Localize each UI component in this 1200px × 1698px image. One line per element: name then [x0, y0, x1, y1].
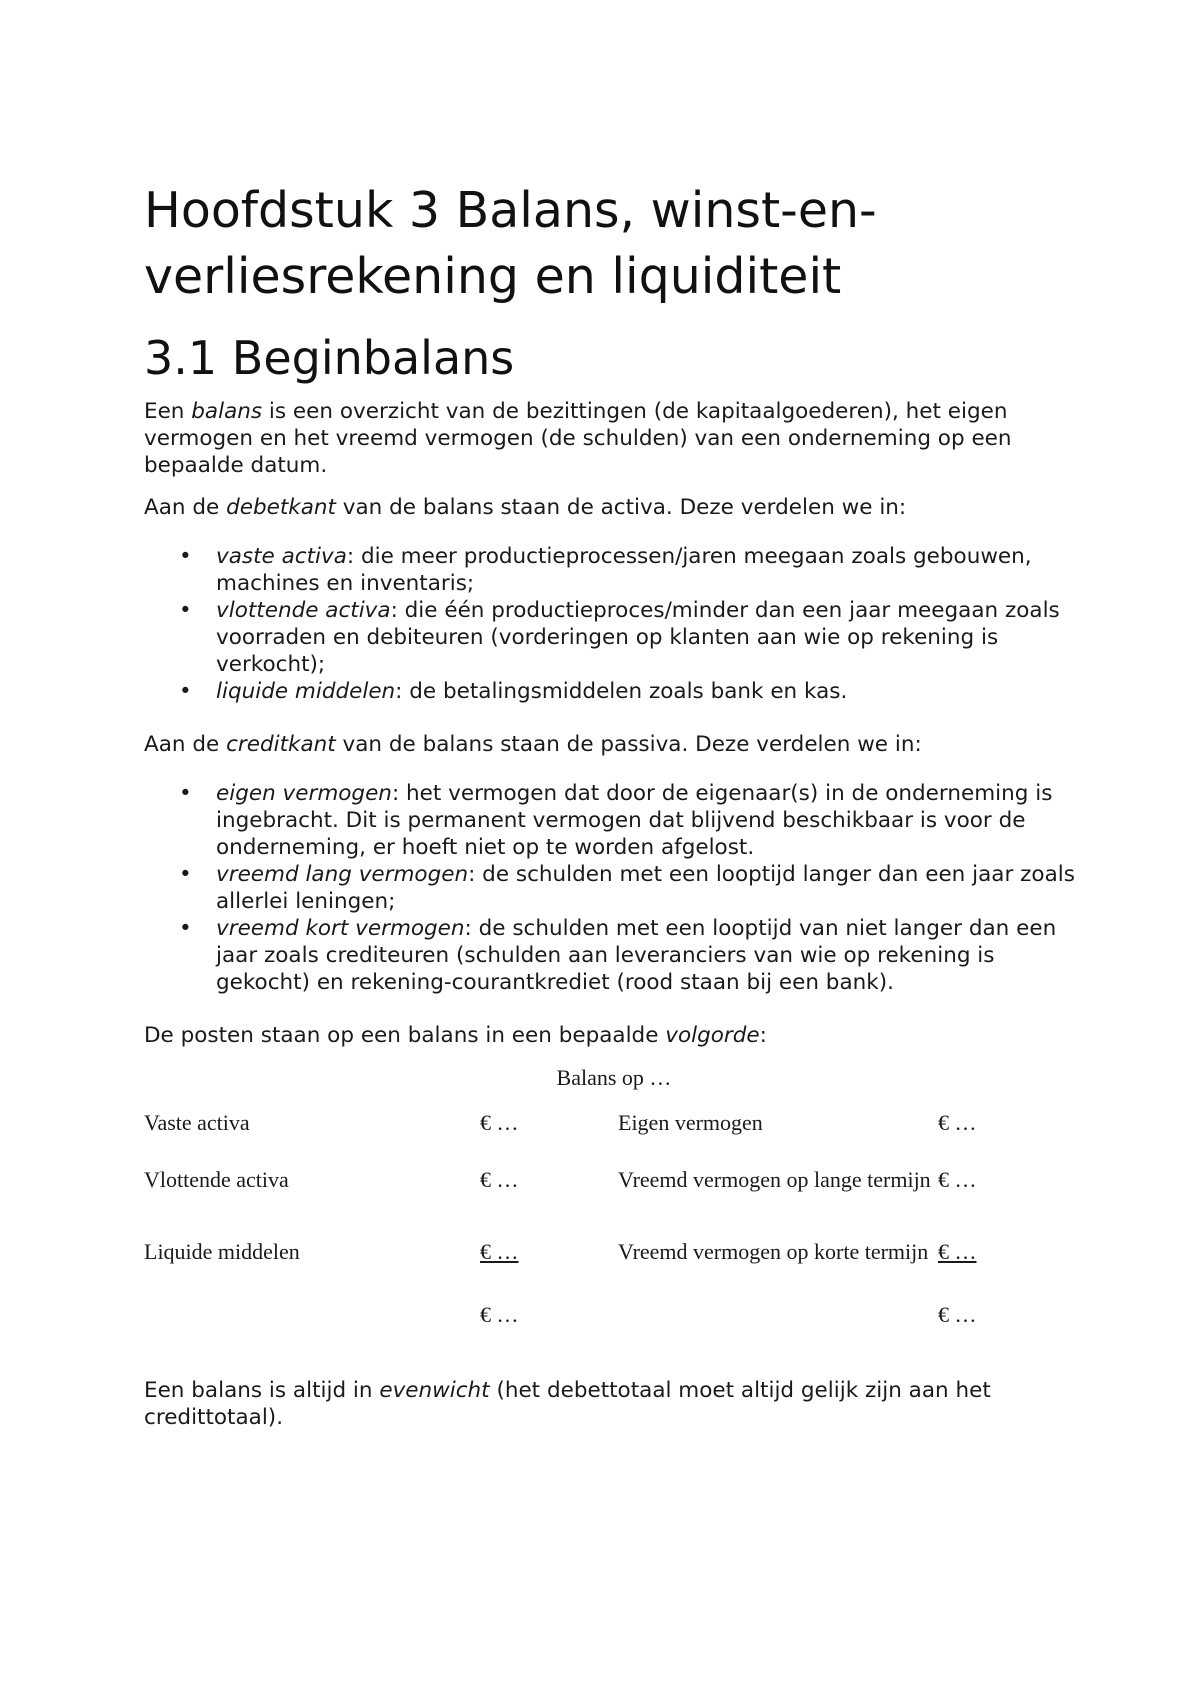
paragraph-volgorde — [144, 1022, 1084, 1049]
text-span: van de balans staan de passiva. Deze verdelen we in: — [335, 732, 922, 757]
bullet-icon: • — [179, 916, 192, 941]
paragraph-creditkant — [144, 731, 1084, 758]
text-span: : de schulden met een looptijd langer dan een jaar zoals allerlei leningen; — [216, 862, 1075, 914]
text-span: (het debettotaal moet altijd gelijk zijn aan het credittotaal). — [144, 1378, 991, 1430]
bullet-icon: • — [179, 679, 192, 704]
text-span: is een overzicht van de bezittingen (de kapitaalgoederen), het eigen vermogen en het vreemd vermogen (de schulden) van een onderneming op een bepaalde datum. — [144, 399, 1012, 478]
bullet-icon: • — [179, 781, 192, 806]
balance-right-total: € … — [938, 1302, 977, 1327]
emphasis: liquide middelen — [216, 679, 396, 704]
list-item — [144, 678, 1084, 705]
emphasis: balans — [191, 399, 263, 424]
document-page — [144, 178, 1084, 1446]
emphasis: vreemd kort vermogen — [216, 916, 465, 941]
emphasis: creditkant — [226, 732, 336, 757]
balance-right-amount: € … — [938, 1238, 977, 1264]
activa-list — [144, 543, 1084, 705]
balance-left-label: Vlottende activa — [144, 1167, 289, 1192]
bullet-icon: • — [179, 544, 192, 569]
text-span: : die meer productieprocessen/jaren meegaan zoals gebouwen, machines en inventaris; — [216, 544, 1032, 596]
emphasis: evenwicht — [379, 1378, 490, 1403]
text-span: : de betalingsmiddelen zoals bank en kas. — [395, 679, 848, 704]
chapter-heading: Hoofdstuk 3 Balans, winst-en-verliesrekening en liquiditeit — [144, 182, 877, 305]
section-heading: 3.1 Beginbalans — [144, 331, 515, 385]
emphasis: vlottende activa — [216, 598, 391, 623]
balance-right-amount: € … — [938, 1167, 977, 1192]
table-row — [144, 1216, 1084, 1286]
text-span: : het vermogen dat door de eigenaar(s) in de onderneming is ingebracht. Dit is permanent vermogen dat blijvend beschikbaar is voor de onderneming, er hoeft niet op te worden afgelost. — [216, 781, 1053, 860]
balance-left-total: € … — [480, 1302, 519, 1327]
list-item — [144, 915, 1084, 996]
emphasis: vreemd lang vermogen — [216, 862, 469, 887]
passiva-list — [144, 780, 1084, 996]
list-item — [144, 861, 1084, 915]
balance-left-label — [144, 1286, 480, 1343]
balance-right-label: Vreemd vermogen op korte termijn — [618, 1238, 929, 1264]
text-span: : die één productieproces/minder dan een jaar meegaan zoals voorraden en debiteuren (vorderingen op klanten aan wie op rekening is verkocht); — [216, 598, 1060, 677]
balance-right-amount: € … — [938, 1109, 977, 1135]
balance-left-amount: € … — [480, 1109, 519, 1135]
paragraph-balans-definition — [144, 398, 1084, 479]
balance-left-amount: € … — [480, 1238, 519, 1264]
balance-title: Balans op … — [556, 1065, 672, 1090]
list-item — [144, 597, 1084, 678]
table-row — [144, 1286, 1084, 1343]
text-span: Een balans is altijd in — [144, 1378, 380, 1403]
balance-right-label — [618, 1286, 938, 1343]
list-item — [144, 780, 1084, 861]
emphasis: eigen vermogen — [216, 781, 392, 806]
emphasis: vaste activa — [216, 544, 347, 569]
balance-right-label: Vreemd vermogen op lange termijn — [618, 1167, 931, 1192]
text-span: van de balans staan de activa. Deze verdelen we in: — [335, 495, 907, 520]
balance-table — [144, 1101, 1084, 1343]
bullet-icon: • — [179, 862, 192, 887]
emphasis: debetkant — [226, 495, 336, 520]
text-span: Een — [144, 399, 192, 424]
emphasis: volgorde — [665, 1023, 760, 1048]
balance-left-label: Liquide middelen — [144, 1238, 300, 1264]
bullet-icon: • — [179, 598, 192, 623]
text-span: De posten staan op een balans in een bepaalde — [144, 1023, 666, 1048]
balance-left-amount: € … — [480, 1167, 519, 1192]
balance-left-label: Vaste activa — [144, 1109, 250, 1135]
table-row — [144, 1101, 1084, 1143]
text-span: Aan de — [144, 732, 227, 757]
text-span: : — [759, 1023, 767, 1048]
balance-right-amount-cell — [938, 1216, 1084, 1286]
list-item — [144, 543, 1084, 597]
balance-left-amount-cell — [480, 1216, 618, 1286]
text-span: Aan de — [144, 495, 227, 520]
paragraph-evenwicht — [144, 1377, 1084, 1431]
balance-right-label: Eigen vermogen — [618, 1109, 763, 1135]
text-span: : de schulden met een looptijd van niet langer dan een jaar zoals crediteuren (schulden aan leveranciers van wie op rekening is gekocht) en rekening-courantkrediet (rood staan bij een bank). — [216, 916, 1057, 995]
table-row — [144, 1143, 1084, 1216]
paragraph-debetkant — [144, 494, 1084, 521]
